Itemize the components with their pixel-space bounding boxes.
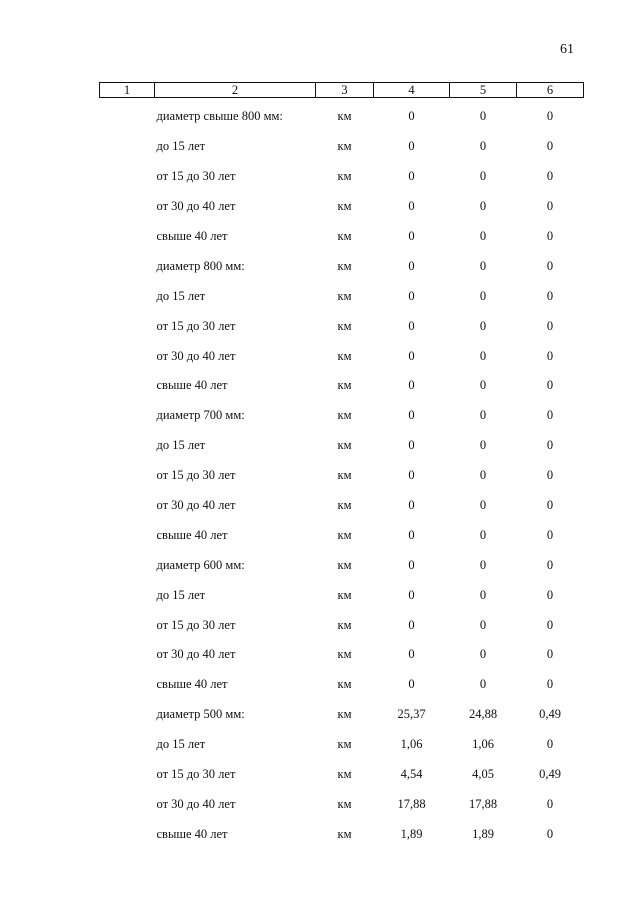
table-row: [100, 760, 584, 790]
table-row: [100, 371, 584, 401]
value-col-4: 0: [408, 438, 415, 453]
row-label: свыше 40 лет: [156, 527, 228, 542]
table-row: [100, 162, 584, 192]
table-row: [100, 431, 584, 461]
table-row: [100, 311, 584, 341]
row-unit: км: [337, 677, 352, 692]
cell-col-1: [100, 311, 155, 341]
value-col-4: 0: [408, 498, 415, 513]
header-col-5: 5: [450, 83, 517, 98]
row-label: от 15 до 30 лет: [156, 617, 236, 632]
value-col-4: 0: [408, 408, 415, 423]
value-col-4: 25,37: [397, 707, 426, 722]
value-col-6: 0: [546, 617, 554, 632]
value-col-5: 1,89: [472, 826, 494, 841]
row-label: от 30 до 40 лет: [156, 199, 236, 214]
cell-col-1: [100, 491, 155, 521]
row-unit: км: [337, 109, 352, 124]
value-col-6: 0: [546, 438, 554, 453]
row-unit: км: [337, 139, 352, 154]
cell-col-1: [100, 132, 155, 162]
value-col-4: 0: [408, 527, 415, 542]
row-label: диаметр 600 мм:: [156, 557, 245, 572]
row-unit: км: [337, 737, 352, 752]
table-row: [100, 520, 584, 550]
table-row: [100, 192, 584, 222]
table-row: [100, 670, 584, 700]
value-col-5: 0: [479, 258, 487, 273]
value-col-5: 0: [479, 647, 487, 662]
row-unit: км: [337, 318, 352, 333]
cell-col-1: [100, 550, 155, 580]
value-col-5: 0: [479, 617, 487, 632]
row-unit: км: [337, 498, 352, 513]
cell-col-1: [100, 760, 155, 790]
value-col-5: 0: [479, 288, 487, 303]
value-col-5: 17,88: [468, 796, 498, 811]
table-row: [100, 550, 584, 580]
value-col-6: 0: [546, 826, 554, 841]
value-col-5: 0: [479, 587, 487, 602]
row-label: диаметр 500 мм:: [156, 707, 245, 722]
cell-col-1: [100, 222, 155, 252]
cell-col-1: [100, 789, 155, 819]
cell-col-1: [100, 401, 155, 431]
cell-col-1: [100, 640, 155, 670]
value-col-6: 0,49: [539, 767, 561, 782]
value-col-6: 0: [546, 109, 554, 124]
value-col-4: 1,06: [400, 737, 423, 752]
value-col-6: 0,49: [539, 707, 561, 722]
value-col-4: 0: [408, 647, 415, 662]
value-col-5: 0: [479, 109, 487, 124]
value-col-6: 0: [546, 557, 554, 572]
row-unit: км: [337, 468, 352, 483]
row-unit: км: [337, 557, 352, 572]
table-row: [100, 700, 584, 730]
value-col-5: 0: [479, 677, 487, 692]
header-row: [100, 83, 584, 98]
cell-col-1: [100, 580, 155, 610]
row-label: до 15 лет: [156, 438, 206, 453]
row-label: от 30 до 40 лет: [156, 348, 236, 363]
row-label: от 15 до 30 лет: [156, 468, 236, 483]
cell-col-1: [100, 192, 155, 222]
value-col-5: 1,06: [472, 737, 494, 752]
row-unit: км: [337, 438, 352, 453]
row-label: диаметр 800 мм:: [156, 258, 245, 273]
value-col-6: 0: [546, 229, 554, 243]
value-col-5: 24,88: [468, 707, 498, 722]
row-unit: км: [337, 408, 352, 423]
row-unit: км: [337, 826, 352, 841]
row-label: свыше 40 лет: [156, 229, 228, 243]
row-unit: км: [337, 229, 352, 243]
table-row: [100, 222, 584, 252]
value-col-4: 17,88: [397, 796, 426, 811]
table-row: [100, 98, 584, 132]
value-col-4: 0: [408, 109, 415, 124]
value-col-6: 0: [546, 318, 554, 333]
header-col-3: 3: [316, 83, 374, 98]
row-label: свыше 40 лет: [156, 378, 228, 393]
row-label: от 15 до 30 лет: [156, 767, 236, 782]
value-col-5: 0: [479, 527, 487, 542]
value-col-6: 0: [546, 288, 554, 303]
cell-col-1: [100, 251, 155, 281]
value-col-6: 0: [546, 647, 554, 662]
value-col-6: 0: [546, 199, 554, 214]
row-label: от 30 до 40 лет: [156, 796, 236, 811]
value-col-5: 4,05: [472, 767, 494, 782]
cell-col-1: [100, 98, 155, 132]
table-row: [100, 251, 584, 281]
page-number: 61: [560, 42, 574, 57]
row-unit: км: [337, 767, 352, 782]
header-col-4: 4: [374, 83, 450, 98]
value-col-4: 0: [408, 348, 415, 363]
value-col-6: 0: [546, 348, 554, 363]
value-col-4: 0: [408, 677, 415, 692]
table-row: [100, 580, 584, 610]
value-col-4: 0: [408, 557, 415, 572]
row-unit: км: [337, 617, 352, 632]
value-col-5: 0: [479, 169, 487, 184]
value-col-5: 0: [479, 498, 487, 513]
value-col-4: 0: [408, 288, 415, 303]
row-unit: км: [337, 378, 352, 393]
row-label: от 15 до 30 лет: [156, 169, 236, 184]
value-col-6: 0: [546, 139, 554, 154]
row-label: свыше 40 лет: [156, 826, 228, 841]
value-col-5: 0: [479, 139, 487, 154]
value-col-5: 0: [479, 229, 487, 243]
table-row: [100, 819, 584, 849]
row-label: до 15 лет: [156, 587, 206, 602]
data-table: [99, 82, 584, 849]
row-unit: км: [337, 527, 352, 542]
row-label: до 15 лет: [156, 288, 206, 303]
header-col-1: 1: [100, 83, 155, 98]
value-col-6: 0: [546, 796, 554, 811]
value-col-5: 0: [479, 408, 487, 423]
value-col-5: 0: [479, 199, 487, 214]
value-col-6: 0: [546, 737, 554, 752]
cell-col-1: [100, 162, 155, 192]
row-unit: км: [337, 199, 352, 214]
cell-col-1: [100, 431, 155, 461]
row-unit: км: [337, 348, 352, 363]
cell-col-1: [100, 670, 155, 700]
value-col-4: 0: [408, 139, 415, 154]
row-unit: км: [337, 587, 352, 602]
row-unit: км: [337, 796, 352, 811]
row-unit: км: [337, 647, 352, 662]
value-col-4: 0: [408, 318, 415, 333]
row-unit: км: [337, 169, 352, 184]
row-label: диаметр 700 мм:: [156, 408, 245, 423]
cell-col-1: [100, 730, 155, 760]
value-col-5: 0: [479, 438, 487, 453]
cell-col-1: [100, 341, 155, 371]
table-row: [100, 401, 584, 431]
value-col-6: 0: [546, 468, 554, 483]
table-row: [100, 281, 584, 311]
value-col-6: 0: [546, 378, 554, 393]
table-row: [100, 640, 584, 670]
table-row: [100, 610, 584, 640]
row-unit: км: [337, 707, 352, 722]
value-col-5: 0: [479, 318, 487, 333]
row-label: от 30 до 40 лет: [156, 498, 236, 513]
value-col-5: 0: [479, 378, 487, 393]
value-col-6: 0: [546, 527, 554, 542]
value-col-4: 0: [408, 617, 415, 632]
row-label: свыше 40 лет: [156, 677, 228, 692]
value-col-5: 0: [479, 348, 487, 363]
value-col-4: 0: [408, 587, 415, 602]
value-col-6: 0: [546, 169, 554, 184]
table-row: [100, 491, 584, 521]
value-col-4: 1,89: [400, 826, 423, 841]
value-col-4: 0: [408, 258, 415, 273]
value-col-4: 0: [408, 378, 415, 393]
row-unit: км: [337, 288, 352, 303]
row-label: до 15 лет: [156, 737, 206, 752]
table-row: [100, 789, 584, 819]
value-col-4: 0: [408, 199, 415, 214]
table-row: [100, 730, 584, 760]
cell-col-1: [100, 461, 155, 491]
table-row: [100, 461, 584, 491]
table-row: [100, 132, 584, 162]
cell-col-1: [100, 610, 155, 640]
row-label: до 15 лет: [156, 139, 206, 154]
row-label: диаметр свыше 800 мм:: [156, 109, 283, 124]
table-body: [100, 98, 584, 850]
value-col-5: 0: [479, 468, 487, 483]
value-col-6: 0: [546, 587, 554, 602]
value-col-4: 0: [408, 169, 415, 184]
value-col-6: 0: [546, 258, 554, 273]
value-col-4: 4,54: [400, 767, 423, 782]
value-col-6: 0: [546, 498, 554, 513]
value-col-4: 0: [408, 229, 415, 243]
cell-col-1: [100, 371, 155, 401]
value-col-6: 0: [546, 408, 554, 423]
header-col-2: 2: [155, 83, 316, 98]
table-row: [100, 341, 584, 371]
cell-col-1: [100, 520, 155, 550]
cell-col-1: [100, 819, 155, 849]
cell-col-1: [100, 281, 155, 311]
value-col-5: 0: [479, 557, 487, 572]
cell-col-1: [100, 700, 155, 730]
value-col-4: 0: [408, 468, 415, 483]
value-col-6: 0: [546, 677, 554, 692]
row-label: от 15 до 30 лет: [156, 318, 236, 333]
table-header: [100, 83, 584, 98]
header-col-6: 6: [517, 83, 584, 98]
row-label: от 30 до 40 лет: [156, 647, 236, 662]
row-unit: км: [337, 258, 352, 273]
